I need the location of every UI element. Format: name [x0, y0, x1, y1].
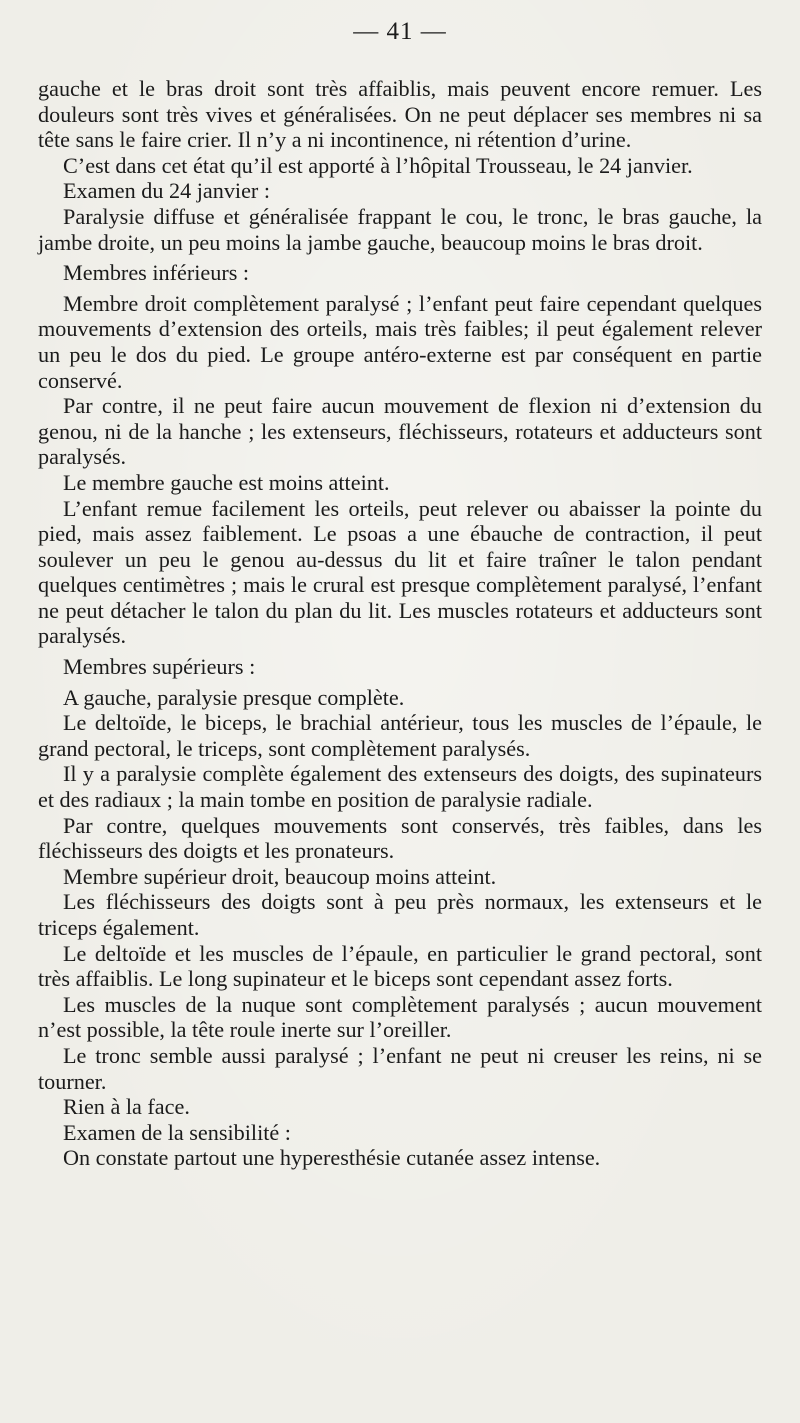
paragraph: Par contre, il ne peut faire aucun mouvement de flexion ni d’extension du genou, ni de la hanche ; les extenseurs, fléchisseurs, rotateurs et adducteurs sont paralysés. — [38, 393, 762, 470]
paragraph: Membres inférieurs : — [63, 260, 250, 286]
paragraph: Examen du 24 janvier : — [63, 178, 271, 204]
paragraph: A gauche, paralysie presque complète. — [63, 684, 405, 710]
paragraph: Examen de la sensibilité : — [63, 1119, 291, 1145]
body-text — [38, 76, 762, 1171]
paragraph: Rien à la face. — [63, 1094, 190, 1120]
paragraph: L’enfant remue facilement les orteils, peut relever ou abaisser la pointe du pied, mais assez faiblement. Le psoas a une ébauche de contraction, il peut soulever un peu le genou au-dessus du lit et faire traîner le talon pendant quelques centimètres ; mais le crural est presque complètement paralysé, l’enfant ne peut détacher le talon du plan du lit. Les muscles rotateurs et adducteurs sont paralysés. — [38, 495, 762, 649]
paragraph: Membre droit complètement paralysé ; l’enfant peut faire cependant quelques mouvements d’extension des orteils, mais très faibles; il peut également relever un peu le dos du pied. Le groupe antéro-externe est par conséquent en partie conservé. — [38, 290, 762, 393]
paragraph: Les muscles de la nuque sont complètement paralysés ; aucun mouvement n’est possible, la tête roule inerte sur l’oreiller. — [38, 991, 762, 1043]
paragraph: C’est dans cet état qu’il est apporté à l’hôpital Trousseau, le 24 janvier. — [63, 152, 693, 178]
paragraph: Membre supérieur droit, beaucoup moins atteint. — [63, 863, 497, 889]
paragraph: gauche et le bras droit sont très affaiblis, mais peuvent encore remuer. Les douleurs sont très vives et généralisées. On ne peut déplacer ses membres ni sa tête sans le faire crier. Il n’y a ni incontinence, ni rétention d’urine. — [38, 76, 762, 153]
page-number: — 41 — — [353, 18, 447, 45]
paragraph: Le tronc semble aussi paralysé ; l’enfant ne peut ni creuser les reins, ni se tourner. — [38, 1042, 762, 1094]
paragraph: Membres supérieurs : — [63, 654, 256, 680]
paragraph: Le deltoïde, le biceps, le brachial antérieur, tous les muscles de l’épaule, le grand pectoral, le triceps, sont complètement paralysés. — [38, 710, 762, 761]
paragraph: Le deltoïde et les muscles de l’épaule, en particulier le grand pectoral, sont très affaiblis. Le long supinateur et le biceps sont cependant assez forts. — [38, 940, 762, 992]
paragraph: Les fléchisseurs des doigts sont à peu près normaux, les extenseurs et le triceps également. — [38, 889, 762, 940]
paragraph: On constate partout une hyperesthésie cutanée assez intense. — [63, 1145, 601, 1171]
paragraph: Paralysie diffuse et généralisée frappant le cou, le tronc, le bras gauche, la jambe droite, un peu moins la jambe gauche, beaucoup moins le bras droit. — [38, 203, 762, 255]
paragraph: Par contre, quelques mouvements sont conservés, très faibles, dans les fléchisseurs des doigts et les pronateurs. — [38, 812, 762, 864]
paragraph: Le membre gauche est moins atteint. — [63, 469, 390, 495]
paragraph: Il y a paralysie complète également des extenseurs des doigts, des supinateurs et des radiaux ; la main tombe en position de paralysie radiale. — [38, 761, 762, 813]
